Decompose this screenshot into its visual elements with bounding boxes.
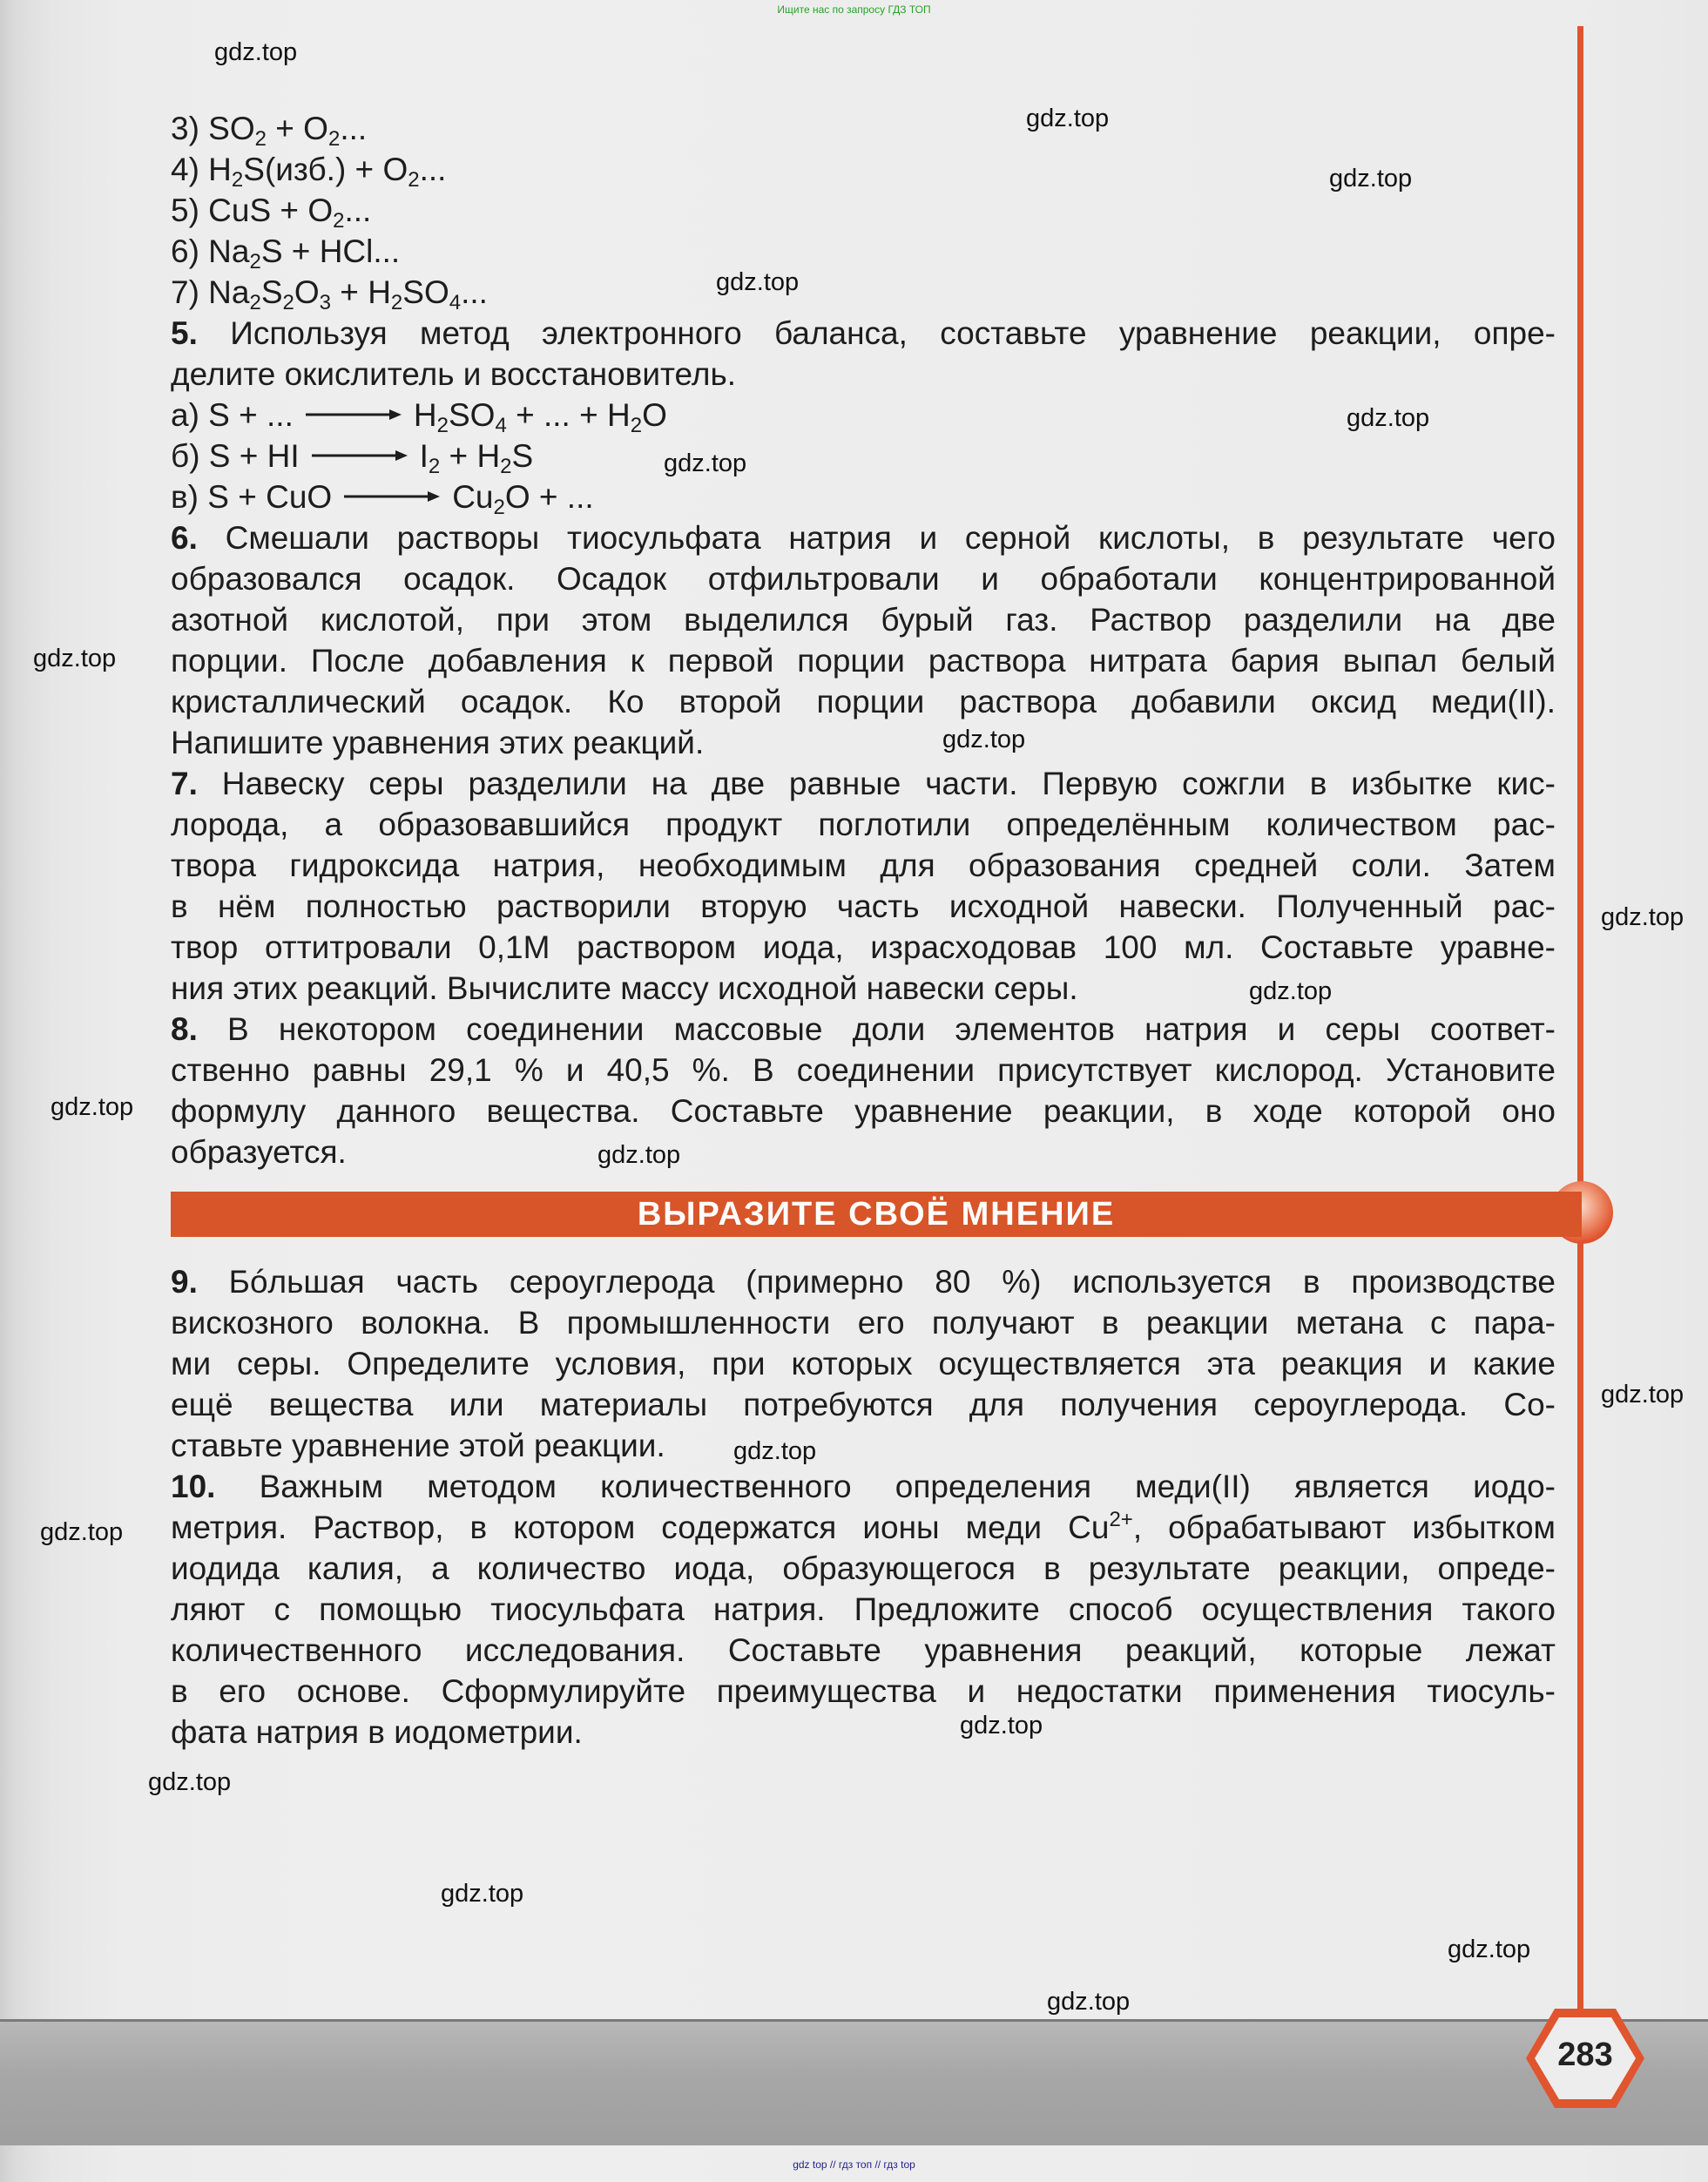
watermark: gdz.top: [441, 1880, 524, 1908]
watermark: gdz.top: [664, 449, 747, 477]
question-7-line: лорода, а образовавшийся продукт поглотили определённым количеством рас-: [171, 807, 1556, 842]
question-number: 5.: [171, 315, 198, 351]
watermark: gdz.top: [51, 1093, 134, 1121]
question-number: 7.: [171, 766, 198, 801]
question-7-line: 7. Навеску серы разделили на две равные части. Первую сожгли в избытке кис-: [171, 766, 1556, 801]
watermark: gdz.top: [1026, 105, 1110, 132]
question-8-line: ственно равны 29,1 % и 40,5 %. В соединении присутствует кислород. Установите: [171, 1052, 1556, 1088]
question-6-line: Напишите уравнения этих реакций.: [171, 725, 705, 760]
watermark: gdz.top: [1601, 903, 1684, 931]
question-7-line: твор оттитровали 0,1М раствором иода, израсходовав 100 мл. Составьте уравне-: [171, 929, 1556, 965]
question-10-line: 10. Важным методом количественного определения меди(II) является иодо-: [171, 1469, 1556, 1504]
question-9-line: 9. Бóльшая часть сероуглерода (примерно 80 %) используется в производстве: [171, 1264, 1556, 1300]
section-banner: ВЫРАЗИТЕ СВОЁ МНЕНИЕ: [171, 1192, 1582, 1237]
question-number: 9.: [171, 1264, 198, 1300]
watermark: gdz.top: [148, 1768, 232, 1796]
page-footer-band: [0, 2019, 1708, 2145]
watermark: gdz.top: [1601, 1381, 1684, 1409]
watermark: gdz.top: [1047, 1988, 1131, 2016]
question-10-line: ляют с помощью тиосульфата натрия. Предложите способ осуществления такого: [171, 1591, 1556, 1627]
question-5-line: делите окислитель и восстановитель.: [171, 356, 737, 392]
question-7-line: в нём полностью растворили вторую часть исходной навески. Полученный рас-: [171, 888, 1556, 924]
margin-line: [1577, 26, 1583, 2012]
question-7-line: твора гидроксида натрия, необходимым для образования средней соли. Затем: [171, 848, 1556, 883]
watermark: gdz.top: [1249, 977, 1333, 1005]
reaction-5c: в) S + CuO $Cu_2O$ + ...: [171, 479, 594, 519]
reaction-arrow-icon: [312, 449, 408, 462]
reaction-arrow-icon: [306, 409, 402, 421]
question-number: 8.: [171, 1011, 198, 1047]
watermark: gdz.top: [597, 1141, 681, 1169]
bottom-note[interactable]: gdz top // гдз топ // гдз top: [793, 2158, 915, 2171]
reaction-5a: а) S + ... $H_2SO_4$ + ... + $H_2O$: [171, 397, 667, 437]
question-9-line: ещё вещества или материалы потребуются для получения сероуглерода. Со-: [171, 1387, 1556, 1422]
reaction-arrow-icon: [344, 490, 440, 503]
question-6-line: азотной кислотой, при этом выделился бурый газ. Раствор разделили на две: [171, 602, 1556, 638]
page-number: 283: [1557, 2037, 1613, 2073]
watermark: gdz.top: [733, 1437, 817, 1465]
question-10-line: метрия. Раствор, в котором содержатся ионы меди $Cu^{2+}$, обрабатывают избытком: [171, 1508, 1556, 1545]
question-10-line: количественного исследования. Составьте уравнения реакций, которые лежат: [171, 1632, 1556, 1668]
watermark: gdz.top: [33, 645, 117, 672]
reaction-item-7: 7) $Na_2S_2O_3 + H_2SO_4$...: [171, 274, 488, 314]
question-5-line: 5. Используя метод электронного баланса, составьте уравнение реакции, опре-: [171, 315, 1556, 351]
exercise-text-2: [171, 1261, 1556, 1753]
watermark: gdz.top: [40, 1518, 124, 1546]
question-number: 6.: [171, 520, 198, 556]
watermark: gdz.top: [1448, 1935, 1531, 1963]
question-6-line: 6. Смешали растворы тиосульфата натрия и серной кислоты, в результате чего: [171, 520, 1556, 556]
question-7-line: ния этих реакций. Вычислите массу исходной навески серы.: [171, 970, 1078, 1006]
question-10-line: фата натрия в иодометрии.: [171, 1714, 583, 1750]
reaction-item-3: 3) $SO_2 + O_2$...: [171, 111, 368, 151]
reaction-item-6: 6) $Na_2S$ + HCl...: [171, 233, 401, 274]
reaction-item-5: 5) CuS + $O_2$...: [171, 193, 372, 233]
question-9-line: вискозного волокна. В промышленности его получают в реакции метана с пара-: [171, 1305, 1556, 1341]
question-10-line: в его основе. Сформулируйте преимущества и недостатки применения тиосуль-: [171, 1673, 1556, 1709]
watermark: gdz.top: [214, 38, 298, 66]
watermark: gdz.top: [942, 726, 1026, 753]
question-6-line: образовался осадок. Осадок отфильтровали и обработали концентрированной: [171, 561, 1556, 597]
question-8-line: 8. В некотором соединении массовые доли элементов натрия и серы соответ-: [171, 1011, 1556, 1047]
question-6-line: порции. После добавления к первой порции раствора нитрата бария выпал белый: [171, 643, 1556, 679]
exercise-text: [171, 108, 1556, 1172]
question-10-line: иодида калия, а количество иода, образующегося в результате реакции, опреде-: [171, 1550, 1556, 1586]
reaction-5b: б) S + HI $I_2 + H_2S$: [171, 438, 534, 478]
question-8-line: формулу данного вещества. Составьте уравнение реакции, в ходе которой оно: [171, 1093, 1556, 1129]
top-note[interactable]: Ищите нас по запросу ГДЗ ТОП: [777, 3, 931, 16]
watermark: gdz.top: [960, 1712, 1043, 1740]
question-number: 10.: [171, 1469, 216, 1504]
question-9-line: ми серы. Определите условия, при которых осуществляется эта реакция и какие: [171, 1346, 1556, 1381]
watermark: gdz.top: [716, 268, 800, 296]
watermark: gdz.top: [1347, 404, 1430, 432]
question-6-line: кристаллический осадок. Ко второй порции раствора добавили оксид меди(II).: [171, 684, 1556, 719]
question-8-line: образуется.: [171, 1134, 347, 1170]
question-9-line: ставьте уравнение этой реакции.: [171, 1428, 665, 1463]
watermark: gdz.top: [1329, 165, 1413, 193]
reaction-item-4: 4) $H_2S(изб.) + O_2$...: [171, 152, 447, 192]
